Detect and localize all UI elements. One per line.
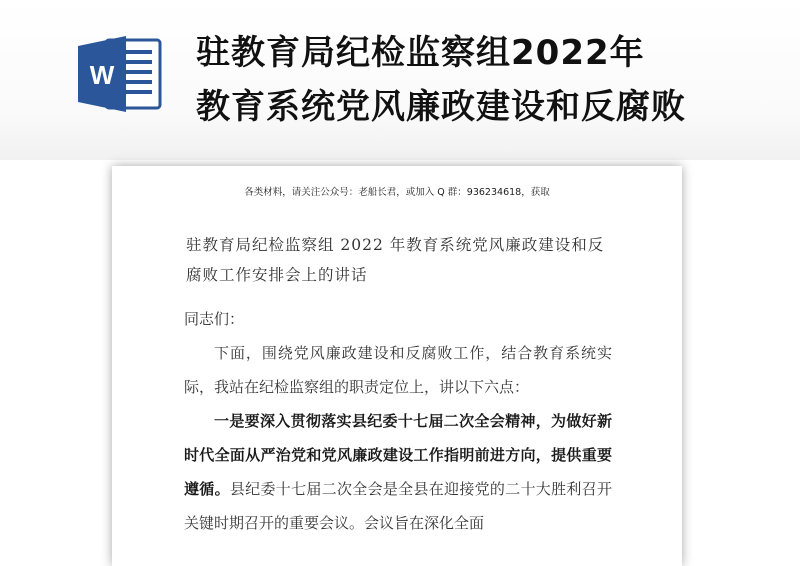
page-title: [196, 26, 786, 134]
point-one-text: 县纪委十七届二次全会是全县在迎接党的二十大胜利召开关键时期召开的重要会议。会议旨在深化全面: [184, 480, 612, 532]
svg-text:W: W: [89, 60, 115, 90]
page-header-note: 各类材料，请关注公众号：老船长君，或加入 Q 群：936234618，获取: [244, 187, 550, 198]
document-body: [184, 230, 612, 540]
document-page: [112, 166, 682, 566]
word-document-icon: [76, 34, 164, 114]
salutation: 同志们：: [184, 310, 245, 328]
point-one-paragraph: [184, 404, 612, 540]
title-line-1: 驻教育局纪检监察组2022年: [196, 33, 645, 73]
document-title: 驻教育局纪检监察组 2022 年教育系统党风廉政建设和反腐败工作安排会上的讲话: [186, 236, 605, 284]
intro-paragraph: 下面，围绕党风廉政建设和反腐败工作，结合教育系统实际，我站在纪检监察组的职责定位上，讲以下六点：: [184, 344, 612, 396]
title-line-2: 教育系统党风廉政建设和反腐败: [196, 87, 686, 127]
point-one-heading: 一是要深入贯彻落实县纪委十七届二次全会精神，为做好新时代全面从严治党和党风廉政建设工作指明前进方向，提供重要遵循。: [184, 412, 612, 498]
